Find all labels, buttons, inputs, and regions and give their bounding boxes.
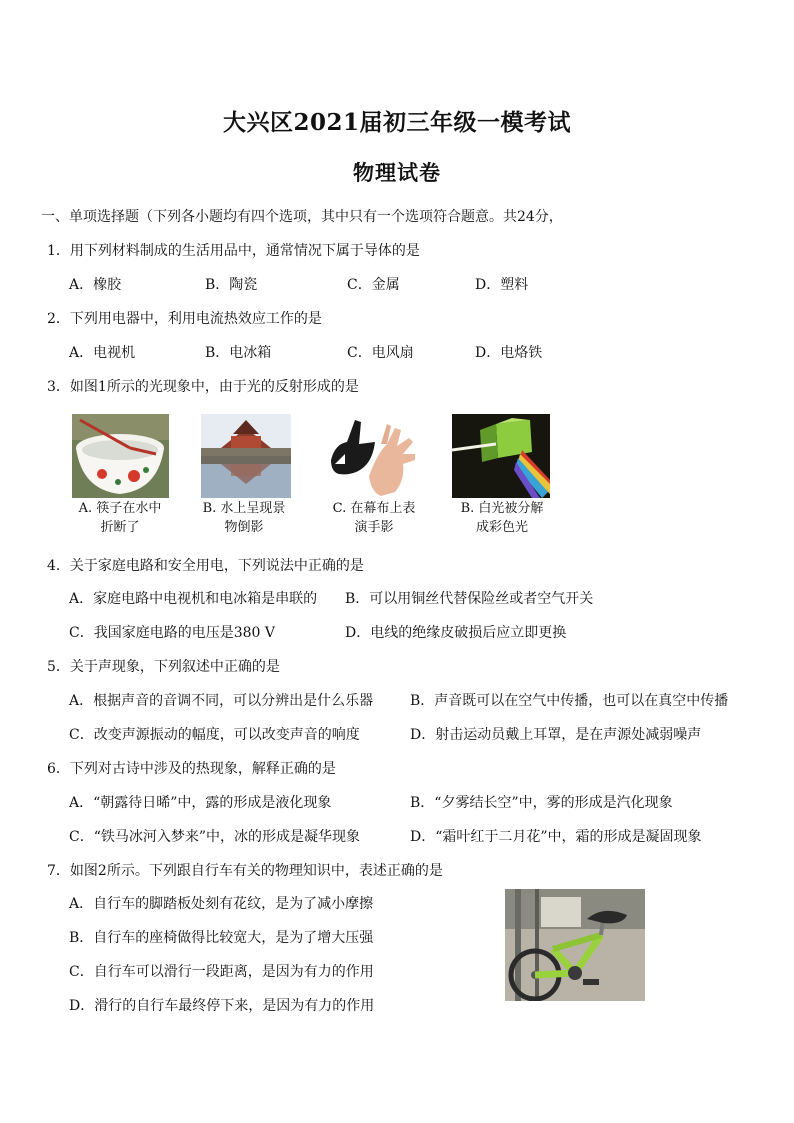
caption-b xyxy=(188,499,300,537)
q6-option-b: B．“夕雾结长空”中，雾的形成是汽化现象 xyxy=(410,795,673,811)
caption-c-line1: C. 在幕布上表 xyxy=(332,501,416,516)
caption-d-line2: 成彩色光 xyxy=(475,520,528,535)
caption-b-line1: B. 水上呈现景 xyxy=(202,501,286,516)
figure-hand-shadow xyxy=(325,414,417,498)
caption-d-line1: B. 白光被分解 xyxy=(460,501,544,516)
figure-prism-dispersion xyxy=(452,414,550,498)
caption-b-line2: 物倒影 xyxy=(224,520,264,535)
q6-option-c: C．“铁马冰河入梦来”中，冰的形成是凝华现象 xyxy=(69,829,361,845)
q1-option-a: A．橡胶 xyxy=(69,277,122,293)
question-7-stem: 7．如图2所示。下列跟自行车有关的物理知识中，表述正确的是 xyxy=(47,863,443,879)
caption-a-line1: A. 筷子在水中 xyxy=(78,501,162,516)
question-1-stem: 1．用下列材料制成的生活用品中，通常情况下属于导体的是 xyxy=(47,243,420,259)
q4-option-a: A．家庭电路中电视机和电冰箱是串联的 xyxy=(69,591,318,607)
q5-option-b: B．声音既可以在空气中传播，也可以在真空中传播 xyxy=(410,693,729,709)
q5-option-c: C．改变声源振动的幅度，可以改变声音的响度 xyxy=(69,727,360,743)
question-4-stem: 4．关于家庭电路和安全用电，下列说法中正确的是 xyxy=(47,558,364,574)
q1-option-b: B．陶瓷 xyxy=(205,277,258,293)
q7-option-b: B．自行车的座椅做得比较宽大，是为了增大压强 xyxy=(69,930,374,946)
figure-bicycle xyxy=(505,889,645,1001)
q2-option-b: B．电冰箱 xyxy=(205,345,272,361)
exam-subtitle: 物理试卷 xyxy=(353,160,441,185)
figure-chopsticks-in-water xyxy=(72,414,169,498)
q7-option-d: D．滑行的自行车最终停下来，是因为有力的作用 xyxy=(69,998,375,1014)
q2-option-a: A．电视机 xyxy=(69,345,136,361)
q4-option-d: D．电线的绝缘皮破损后应立即更换 xyxy=(345,625,567,641)
q5-option-a: A．根据声音的音调不同，可以分辨出是什么乐器 xyxy=(69,693,374,709)
caption-d xyxy=(446,499,558,537)
q6-option-a: A．“朝露待日晞”中，露的形成是液化现象 xyxy=(69,795,332,811)
caption-c-line2: 演手影 xyxy=(354,520,394,535)
question-6-stem: 6．下列对古诗中涉及的热现象，解释正确的是 xyxy=(47,761,336,777)
q7-option-a: A．自行车的脚踏板处刻有花纹，是为了减小摩擦 xyxy=(69,896,374,912)
q2-option-d: D．电烙铁 xyxy=(475,345,543,361)
caption-c xyxy=(318,499,430,537)
q1-option-d: D．塑料 xyxy=(475,277,529,293)
q2-option-c: C．电风扇 xyxy=(347,345,414,361)
q4-option-b: B．可以用铜丝代替保险丝或者空气开关 xyxy=(345,591,594,607)
q6-option-d: D．“霜叶红于二月花”中，霜的形成是凝固现象 xyxy=(410,829,702,845)
caption-a xyxy=(64,499,176,537)
q1-option-c: C．金属 xyxy=(347,277,400,293)
figure-water-reflection xyxy=(201,414,291,498)
q5-option-d: D．射击运动员戴上耳罩，是在声源处减弱噪声 xyxy=(410,727,702,743)
exam-title: 大兴区2021届初三年级一模考试 xyxy=(222,109,571,136)
q4-option-c: C．我国家庭电路的电压是380 V xyxy=(69,625,275,641)
q7-option-c: C．自行车可以滑行一段距离，是因为有力的作用 xyxy=(69,964,374,980)
question-3-stem: 3．如图1所示的光现象中，由于光的反射形成的是 xyxy=(47,379,359,395)
caption-a-line2: 折断了 xyxy=(100,520,140,535)
section-header: 一、单项选择题（下列各小题均有四个选项，其中只有一个选项符合题意。共24分， xyxy=(41,209,563,225)
question-5-stem: 5．关于声现象，下列叙述中正确的是 xyxy=(47,659,280,675)
question-2-stem: 2．下列用电器中，利用电流热效应工作的是 xyxy=(47,311,322,327)
